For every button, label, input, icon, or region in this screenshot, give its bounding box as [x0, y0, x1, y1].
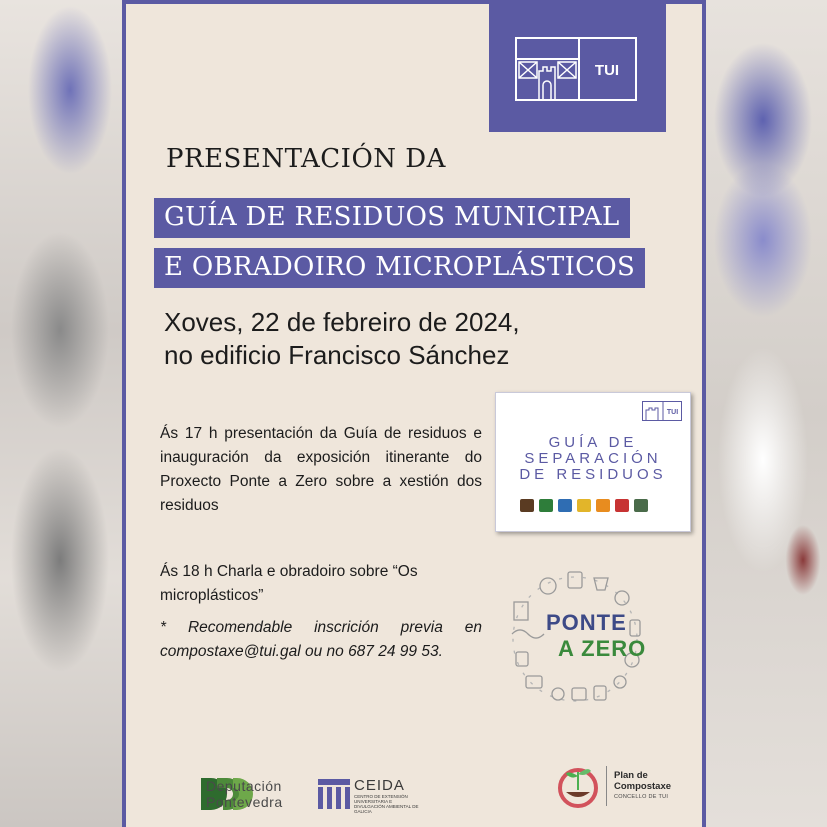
bin-icon: [577, 499, 591, 512]
ceida-subtitle: CENTRO DE EXTENSIÓN UNIVERSITARIA E DIVULGACIÓN AMBIENTAL DE GALICIA: [354, 794, 419, 814]
guide-title-line-1: GUÍA DE: [548, 434, 638, 451]
bin-icon: [615, 499, 629, 512]
bin-icon: [634, 499, 648, 512]
event-date-place: [164, 306, 520, 372]
guide-title-line-3: DE RESIDUOS: [519, 466, 667, 483]
bin-icon: [520, 499, 534, 512]
plan-name-line-1: Plan de: [614, 770, 648, 781]
title-line-1: GUÍA DE RESIDUOS MUNICIPAL: [154, 198, 630, 238]
program-item-1: Ás 17 h presentación da Guía de residuos e inauguración da exposición itinerante do Proxecto Ponte a Zero sobre a xestión dos residuos: [160, 425, 482, 514]
registration-note: * Recomendable inscrición previa en compostaxe@tui.gal ou no 687 24 99 53.: [160, 619, 482, 660]
bin-icon: [539, 499, 553, 512]
guide-cover: [495, 392, 691, 532]
background-right-blur: [703, 0, 827, 827]
ceida-name: CEIDA: [354, 777, 405, 794]
svg-text:TUI: TUI: [594, 62, 620, 79]
title-line-2: E OBRADOIRO MICROPLÁSTICOS: [154, 248, 645, 288]
ponte-logo-word-2: A ZERO: [558, 636, 647, 661]
plan-subtitle: CONCELLO DE TUI: [614, 794, 669, 800]
tui-logo-box: [489, 4, 666, 132]
castle-icon: [515, 37, 637, 101]
plan-compostaxe-logo-icon: [556, 762, 600, 808]
event-place: no edificio Francisco Sánchez: [164, 340, 510, 370]
background-left-blur: [0, 0, 124, 827]
ceida-logo-icon: [318, 779, 350, 809]
ponte-logo-word-1: PONTE: [546, 610, 627, 635]
event-poster: [122, 0, 706, 827]
deputacion-name-line-1: Deputación: [206, 778, 282, 794]
event-date: Xoves, 22 de febreiro de 2024,: [164, 307, 520, 337]
bin-icon: [558, 499, 572, 512]
bin-icons: [520, 499, 648, 512]
tui-small-logo: [642, 401, 682, 421]
bin-icon: [596, 499, 610, 512]
deputacion-name-line-2: Pontevedra: [206, 794, 283, 810]
program-item-2: Ás 18 h Charla e obradoiro sobre “Os microplásticos”: [160, 563, 418, 604]
plan-divider: [606, 766, 607, 806]
svg-text:TUI: TUI: [666, 409, 679, 416]
guide-title-line-2: SEPARACIÓN: [524, 450, 662, 467]
plan-name-line-2: Compostaxe: [614, 781, 672, 792]
title-prefix: PRESENTACIÓN DA: [166, 144, 446, 174]
